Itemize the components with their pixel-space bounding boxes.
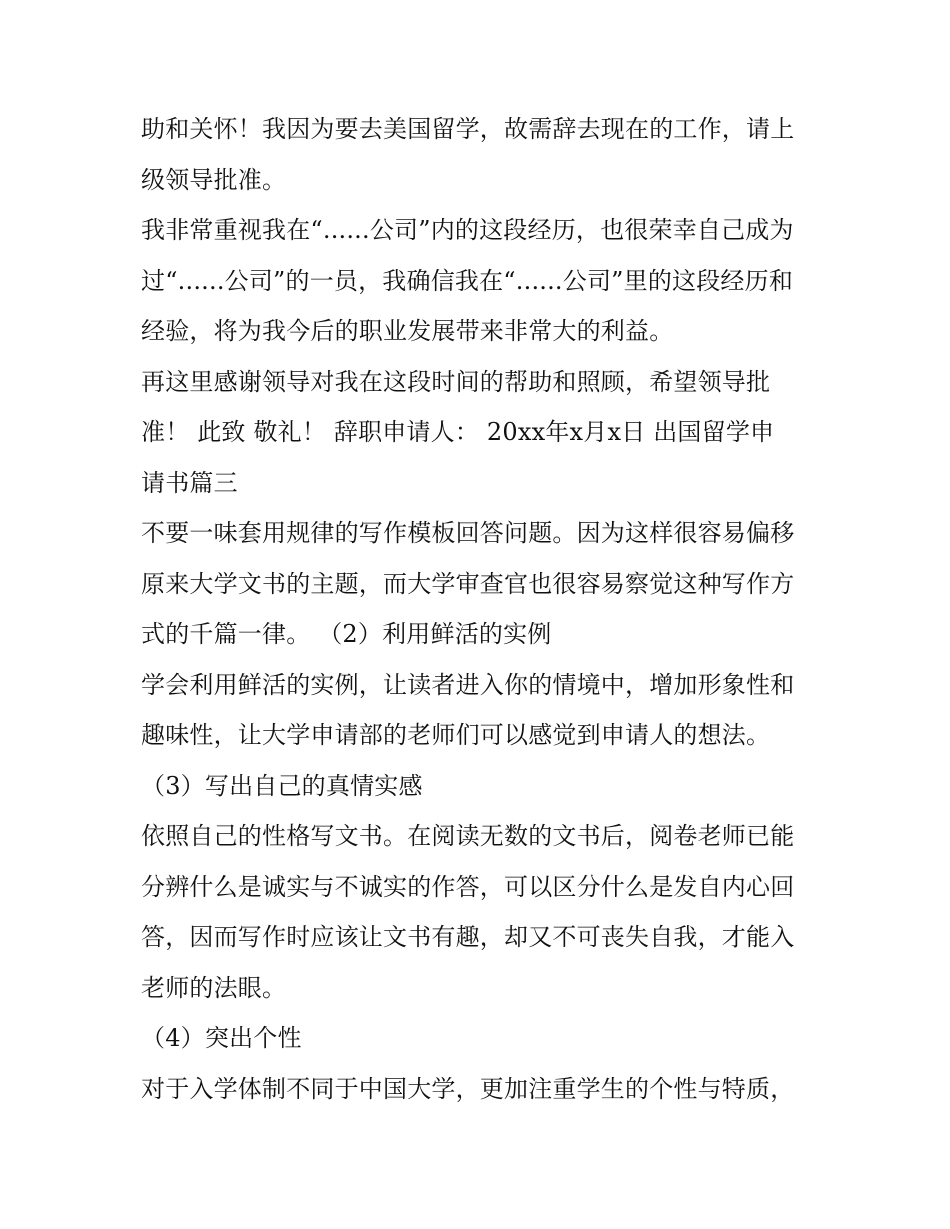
text-line: 不要一味套用规律的写作模板回答问题。因为这样很容易偏移 [141,519,795,547]
text-line: 我非常重视我在“......公司”内的这段经历，也很荣幸自己成为 [141,216,794,244]
text-line: 请书篇三 [141,469,238,497]
text-line: （4）突出个性 [141,1024,302,1052]
text-line: 趣味性，让大学申请部的老师们可以感觉到申请人的想法。 [141,721,771,749]
text-line: 对于入学体制不同于中国大学，更加注重学生的个性与特质， [141,1075,795,1103]
text-line: 经验，将为我今后的职业发展带来非常大的利益。 [141,317,674,345]
text-line: 原来大学文书的主题，而大学审查官也很容易察觉这种写作方 [141,570,795,598]
text-line: 助和关怀！我因为要去美国留学，故需辞去现在的工作，请上 [141,115,795,143]
text-line: 答，因而写作时应该让文书有趣，却又不可丧失自我，才能入 [141,923,795,951]
text-line: （3）写出自己的真情实感 [141,772,423,800]
text-line: 过“......公司”的一员，我确信我在“......公司”里的这段经历和 [141,267,794,295]
text-line: 级领导批准。 [141,166,287,194]
text-line: 学会利用鲜活的实例，让读者进入你的情境中，增加形象性和 [141,671,795,699]
text-line: 式的千篇一律。 （2）利用鲜活的实例 [141,620,552,648]
text-line: 分辨什么是诚实与不诚实的作答，可以区分什么是发自内心回 [141,873,795,901]
text-line: 再这里感谢领导对我在这段时间的帮助和照顾，希望领导批 [141,368,771,396]
text-line: 准！ 此致 敬礼！ 辞职申请人： 20xx年x月x日 出国留学申 [141,418,775,446]
text-line: 依照自己的性格写文书。在阅读无数的文书后，阅卷老师已能 [141,822,795,850]
text-line: 老师的法眼。 [141,974,287,1002]
